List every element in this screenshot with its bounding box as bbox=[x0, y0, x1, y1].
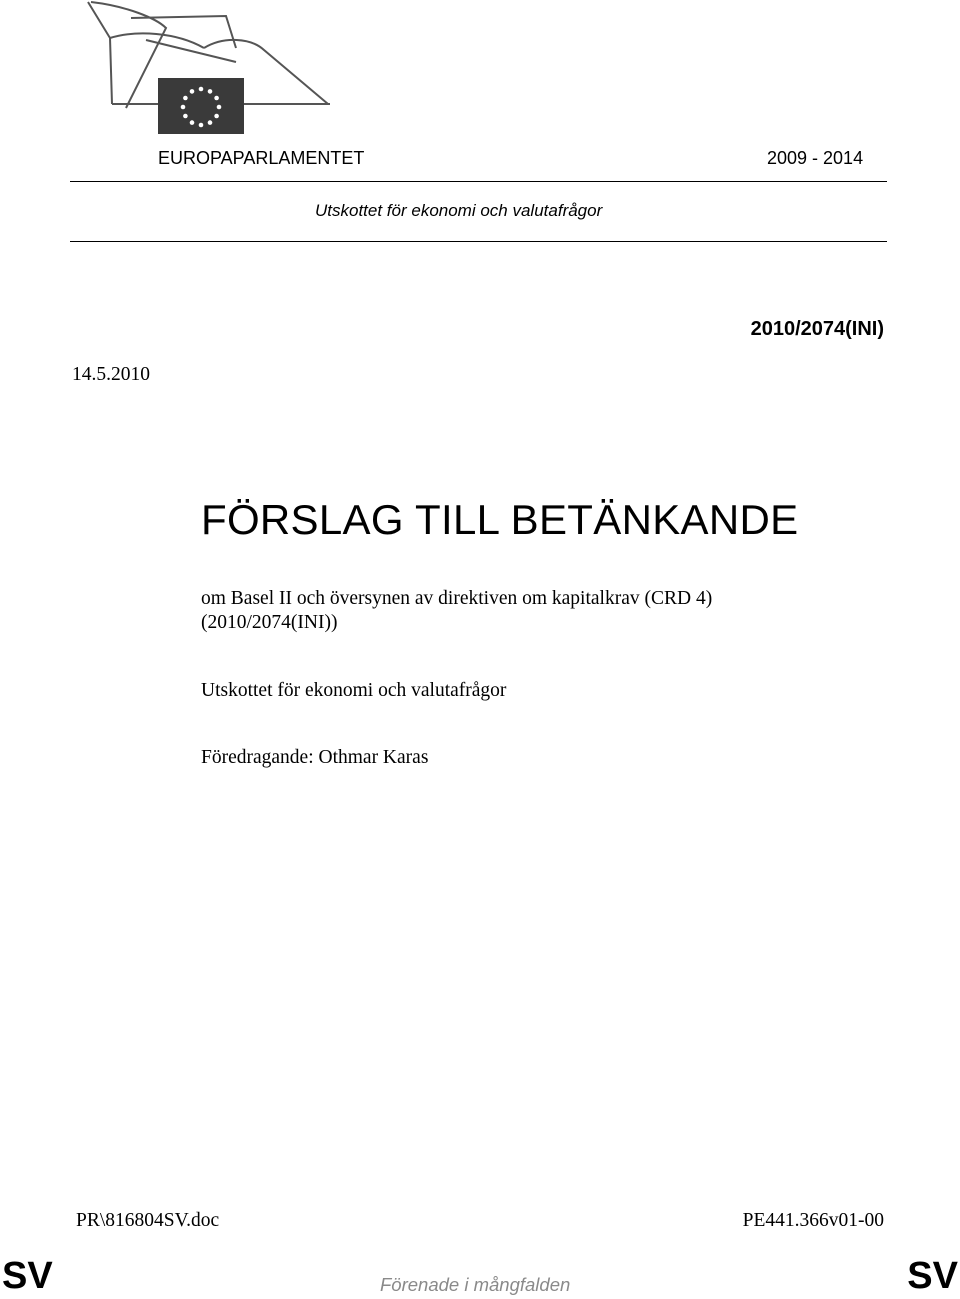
european-parliament-logo-icon bbox=[86, 0, 336, 140]
language-code-left: SV bbox=[2, 1255, 53, 1297]
document-date: 14.5.2010 bbox=[72, 364, 150, 385]
document-subject: om Basel II och översynen av direktiven om kapitalkrav (CRD 4) bbox=[201, 588, 713, 609]
document-subject-reference: (2010/2074(INI)) bbox=[201, 612, 338, 633]
committee-header: Utskottet för ekonomi och valutafrågor bbox=[315, 201, 603, 220]
language-code-right: SV bbox=[907, 1255, 958, 1297]
file-reference: PR\816804SV.doc bbox=[76, 1210, 220, 1231]
pe-reference: PE441.366v01-00 bbox=[742, 1210, 884, 1231]
parliamentary-term: 2009 - 2014 bbox=[767, 148, 864, 168]
parliament-name: EUROPAPARLAMENTET bbox=[158, 148, 365, 168]
document-title: FÖRSLAG TILL BETÄNKANDE bbox=[201, 496, 799, 543]
rapporteur: Föredragande: Othmar Karas bbox=[201, 747, 429, 768]
header-divider-bottom bbox=[70, 241, 887, 242]
header-divider-top bbox=[70, 181, 887, 182]
procedure-reference: 2010/2074(INI) bbox=[750, 318, 884, 340]
responsible-committee: Utskottet för ekonomi och valutafrågor bbox=[201, 680, 507, 701]
eu-motto: Förenade i mångfalden bbox=[380, 1274, 571, 1295]
